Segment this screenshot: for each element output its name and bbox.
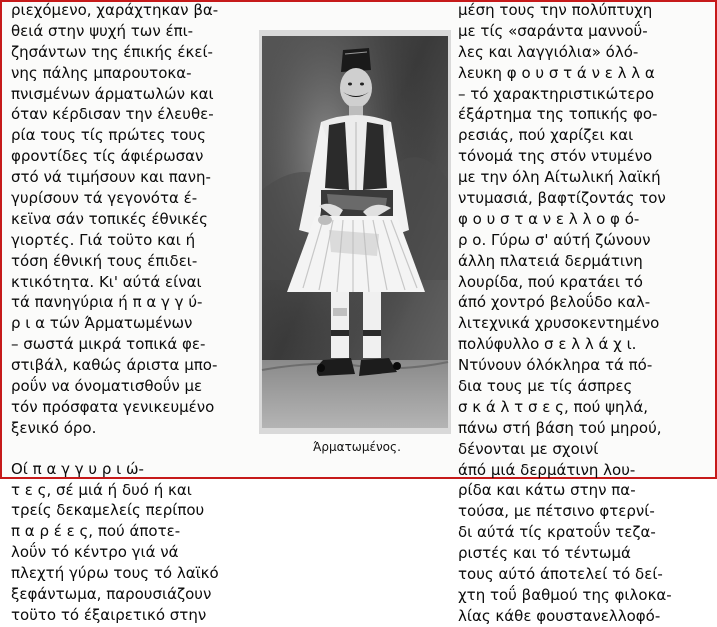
- portrait-photo: [259, 30, 451, 434]
- text-line: ξεφάντωμα, παρουσιάζουν: [11, 585, 212, 604]
- left-text-column: [11, 0, 247, 626]
- text-line: λες και λαγγιόλια» όλό-: [458, 42, 639, 61]
- text-line: θειά στην ψυχή των έπι-: [11, 21, 194, 40]
- right-text-column: [458, 0, 708, 627]
- text-line: τρείς δεκαμελείς περίπου: [11, 501, 205, 520]
- text-line: έξάρτημα της τοπικής φο-: [458, 105, 658, 124]
- text-line: π α ρ έ ε ς, πού άποτε-: [11, 522, 181, 541]
- text-line: ρεσιάς, πού χαρίζει και: [458, 126, 634, 145]
- paragraph-gap: [11, 439, 247, 459]
- text-line: Ντύνουν όλόκληρα τά πό-: [458, 356, 653, 375]
- text-line: – σωστά μικρά τοπικά φε-: [11, 335, 206, 354]
- text-line: ζησάντων της έπικής έκεί-: [11, 42, 213, 61]
- text-line: πλεχτή γύρω τους τό λαϊκό: [11, 564, 219, 583]
- text-line: κεϊνα σάν τοπικές έθνικές: [11, 209, 208, 228]
- paragraph-1: [11, 0, 247, 439]
- text-line: τοϋτο τό έξαιρετικό στην: [11, 605, 207, 624]
- text-line: τ ε ς, σέ μιά ή δυό ή και: [11, 480, 192, 499]
- text-line: λοΰν τό κέντρο γιά νά: [11, 543, 179, 562]
- text-line: ρ ι α τών Άρματωμένων: [11, 314, 193, 333]
- paragraph-2: [11, 459, 247, 626]
- armatolos-photo-image: [259, 30, 451, 434]
- text-line: – τό χαρακτηριστικώτερο: [458, 84, 655, 103]
- text-line: κτικότητα. Κι' αύτά είναι: [11, 272, 202, 291]
- text-line: ντυμασιά, βαφτίζοντάς τον: [458, 189, 666, 208]
- text-line: τούσα, με πέτσινο φτερνί-: [458, 502, 655, 521]
- text-line: νης πάλης μπαρουτοκα-: [11, 63, 192, 82]
- text-line: ριεχόμενο, χαράχτηκαν βα-: [11, 1, 219, 19]
- text-line: ρ ο. Γύρω σ' αύτή ζώνουν: [458, 230, 651, 249]
- text-line: όταν κέρδισαν την έλευθε-: [11, 105, 214, 124]
- text-line: δι αύτά τίς κρατοΰν τεζα-: [458, 523, 656, 542]
- text-line: φροντίδες τίς άφιέρωσαν: [11, 147, 204, 166]
- text-line: σ κ ά λ τ σ ε ς, πού ψηλά,: [458, 397, 649, 416]
- text-line: λουρίδα, πού κρατάει τό: [458, 272, 643, 291]
- text-line: λίας κάθε φουστανελλοφό-: [458, 606, 661, 625]
- photo-caption: Άρματωμένος.: [313, 440, 401, 454]
- text-line: τόση έθνική τους έπιδει-: [11, 251, 198, 270]
- text-line: τόν πρόσφατα γενικευμένο: [11, 397, 215, 416]
- text-line: λιτεχνικά χρυσοκεντημένο: [458, 314, 660, 333]
- text-line: Οί π α γ γ υ ρ ι ώ-: [11, 459, 144, 478]
- text-line: ρία τους τίς πρώτες τους: [11, 126, 206, 145]
- text-line: πνισμένων άρματωλών και: [11, 84, 214, 103]
- text-line: γυρίσουν τά γεγονότα έ-: [11, 189, 198, 208]
- text-line: ριστές και τό τέντωμά: [458, 544, 631, 563]
- text-line: φ ο υ σ τ α ν ε λ λ ο φ ό-: [458, 209, 640, 228]
- text-line: δια τους με τίς άσπρες: [458, 377, 633, 396]
- text-line: με τίς «σαράντα μαννοΰ-: [458, 21, 648, 40]
- text-line: με την όλη Αίτωλική λαϊκή: [458, 168, 661, 187]
- text-line: πολύφυλλο σ ε λ λ ά χ ι.: [458, 335, 637, 354]
- text-line: τόνομά της στόν ντυμένο: [458, 147, 653, 166]
- text-line: άπό χοντρό βελοΰδο καλ-: [458, 293, 651, 312]
- text-line: δένονται με σχοινί: [458, 439, 599, 458]
- text-line: τά πανηγύρια ή π α γ γ ύ-: [11, 293, 203, 312]
- text-line: στό νά τιμήσουν και πανη-: [11, 168, 211, 187]
- text-line: άλλη πλατειά δερμάτινη: [458, 251, 643, 270]
- text-line: χτη τοΰ βαθμού της φιλοκα-: [458, 585, 672, 604]
- text-line: στιβάλ, καθώς άριστα μπο-: [11, 356, 218, 375]
- text-line: ξενικό όρο.: [11, 418, 97, 437]
- text-line: ρίδα και κάτω στην πα-: [458, 481, 636, 500]
- text-line: ροΰν να όνοματισθοΰν με: [11, 377, 203, 396]
- text-line: τους αύτό άποτελεί τό δεί-: [458, 565, 663, 584]
- text-line: γιορτές. Γιά τοϋτο και ή: [11, 230, 196, 249]
- text-line: μέση τους την πολύπτυχη: [458, 1, 653, 19]
- text-line: άπό μιά δερμάτινη λου-: [458, 460, 636, 479]
- text-line: λευκη φ ο υ σ τ ά ν ε λ λ α: [458, 63, 655, 82]
- text-line: πάνω στή βάση τού μηρού,: [458, 418, 662, 437]
